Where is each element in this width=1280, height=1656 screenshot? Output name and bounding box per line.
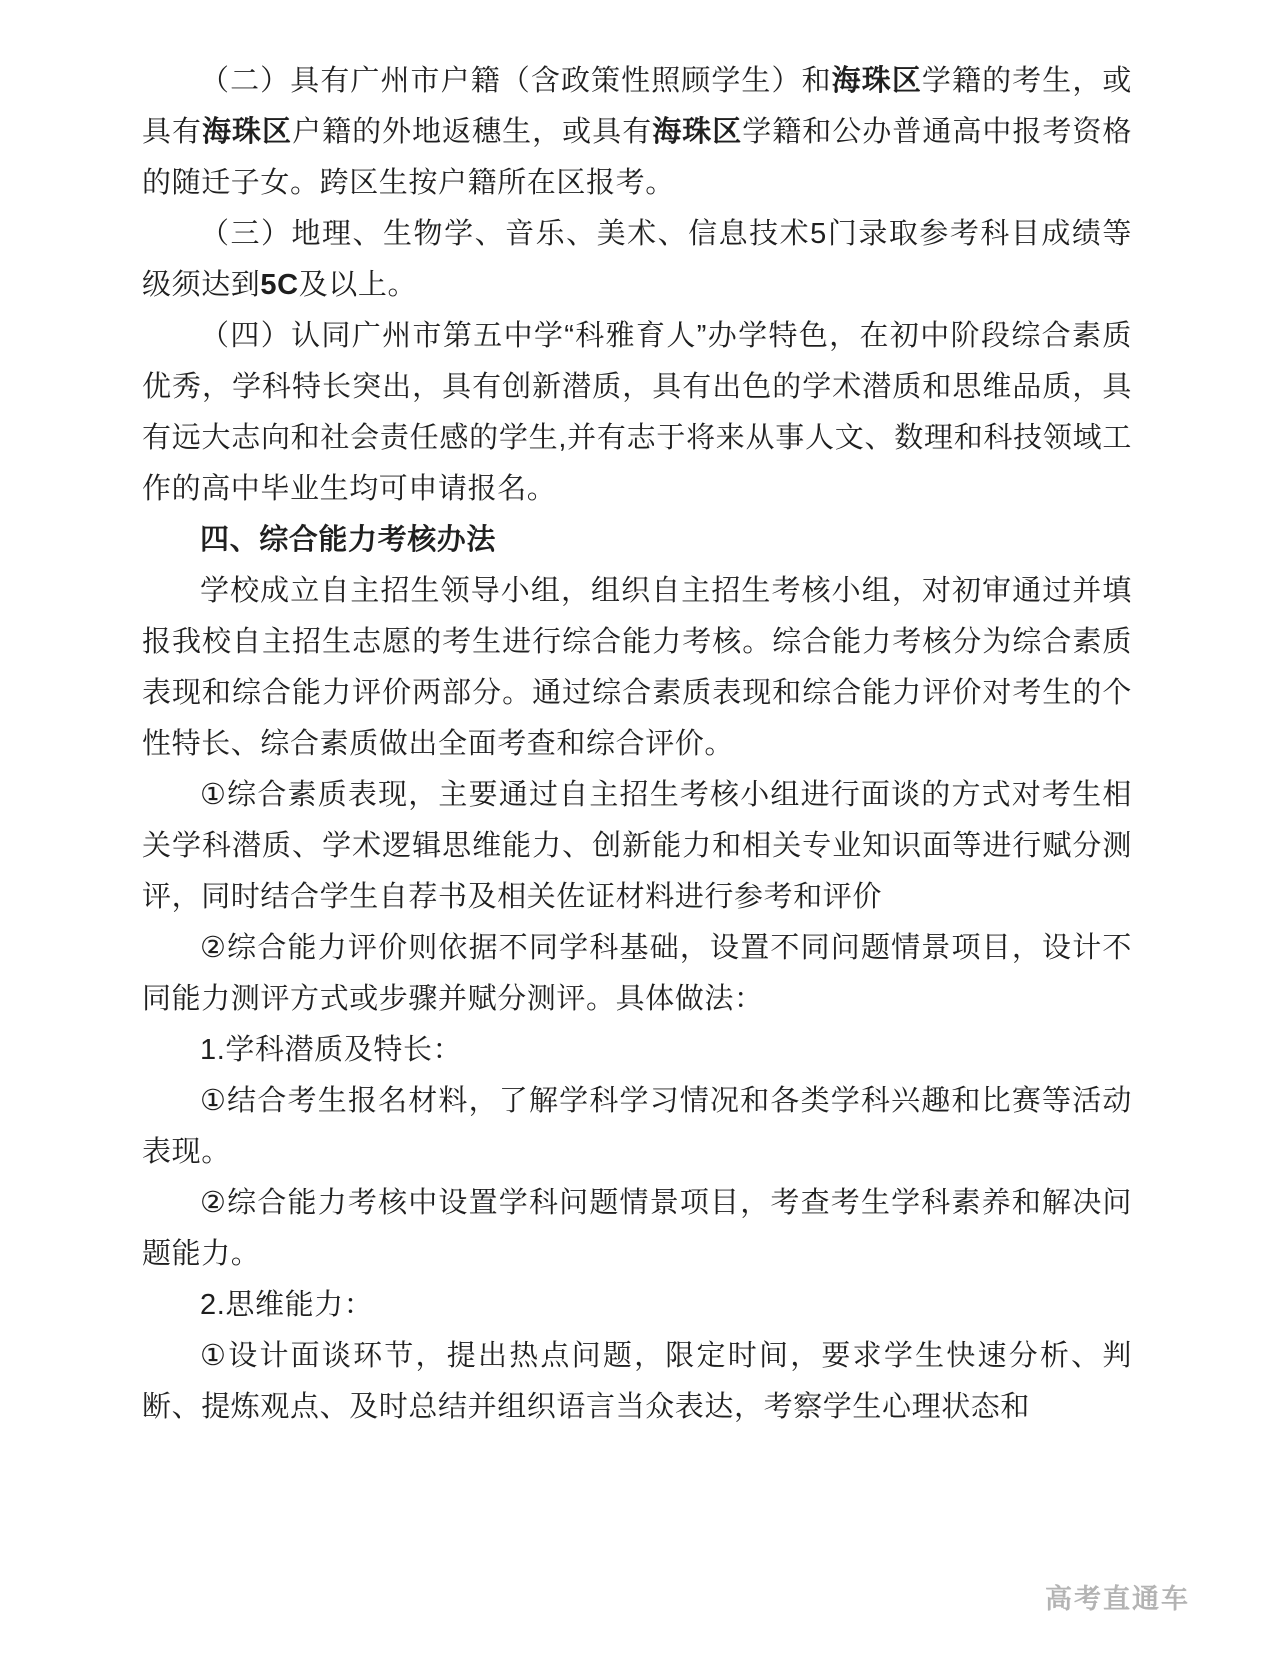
text-segment: 户籍的外地返穗生，或具有	[292, 116, 653, 148]
paragraph	[142, 770, 1132, 923]
text-segment: ①综合素质表现，主要通过自主招生考核小组进行面谈的方式对考生相关学科潜质、学术逻辑思维能力、创新能力和相关专业知识面等进行赋分测评，同时结合学生自荐书及相关佐证材料进行参考和评价	[142, 779, 1132, 913]
document-content	[142, 56, 1132, 1433]
text-segment: （四）认同广州市第五中学“科雅育人”办学特色，在初中阶段综合素质优秀，学科特长突出，具有创新潜质，具有出色的学术潜质和思维品质，具有远大志向和社会责任感的学生,并有志于将来从事人文、数理和科技领域工作的高中毕业生均可申请报名。	[142, 320, 1132, 505]
text-segment: ①结合考生报名材料，了解学科学习情况和各类学科兴趣和比赛等活动表现。	[142, 1085, 1132, 1168]
paragraph	[142, 209, 1132, 311]
paragraph	[142, 1178, 1132, 1280]
text-segment: 海珠区	[831, 65, 922, 97]
paragraph	[142, 56, 1132, 209]
section-heading	[142, 515, 1132, 566]
paragraph	[142, 1331, 1132, 1433]
text-segment: ①设计面谈环节，提出热点问题，限定时间，要求学生快速分析、判断、提炼观点、及时总结并组织语言当众表达，考察学生心理状态和	[142, 1340, 1132, 1423]
paragraph	[142, 311, 1132, 515]
text-segment: ②综合能力评价则依据不同学科基础，设置不同问题情景项目，设计不同能力测评方式或步骤并赋分测评。具体做法：	[142, 932, 1132, 1015]
text-segment: 及以上。	[298, 269, 418, 301]
text-segment: （三）地理、生物学、音乐、美术、信息技术5门录取参考科目成绩等级须达到	[142, 218, 1132, 301]
text-segment: 海珠区	[652, 116, 743, 148]
text-segment: 5C	[260, 269, 299, 301]
text-segment: 学校成立自主招生领导小组，组织自主招生考核小组，对初审通过并填报我校自主招生志愿的考生进行综合能力考核。综合能力考核分为综合素质表现和综合能力评价两部分。通过综合素质表现和综合能力评价对考生的个性特长、综合素质做出全面考查和综合评价。	[142, 575, 1132, 760]
text-segment: ②综合能力考核中设置学科问题情景项目，考查考生学科素养和解决问题能力。	[142, 1187, 1132, 1270]
paragraph	[142, 1025, 1132, 1076]
paragraph	[142, 1076, 1132, 1178]
text-segment: （二）具有广州市户籍（含政策性照顾学生）和	[200, 65, 832, 97]
text-segment: 海珠区	[202, 116, 293, 148]
paragraph	[142, 923, 1132, 1025]
watermark: 高考直通车	[1045, 1584, 1190, 1614]
text-segment: 2.思维能力：	[200, 1289, 374, 1321]
paragraph	[142, 1280, 1132, 1331]
paragraph	[142, 566, 1132, 770]
text-segment: 四、综合能力考核办法	[200, 524, 497, 556]
text-segment: 学籍和公办普通高中报考资格的随迁子女。跨区生按户籍所在区报考。	[142, 116, 1132, 199]
text-segment: 1.学科潜质及特长：	[200, 1034, 463, 1066]
text-segment: 学籍的考生，或具有	[142, 65, 1132, 148]
